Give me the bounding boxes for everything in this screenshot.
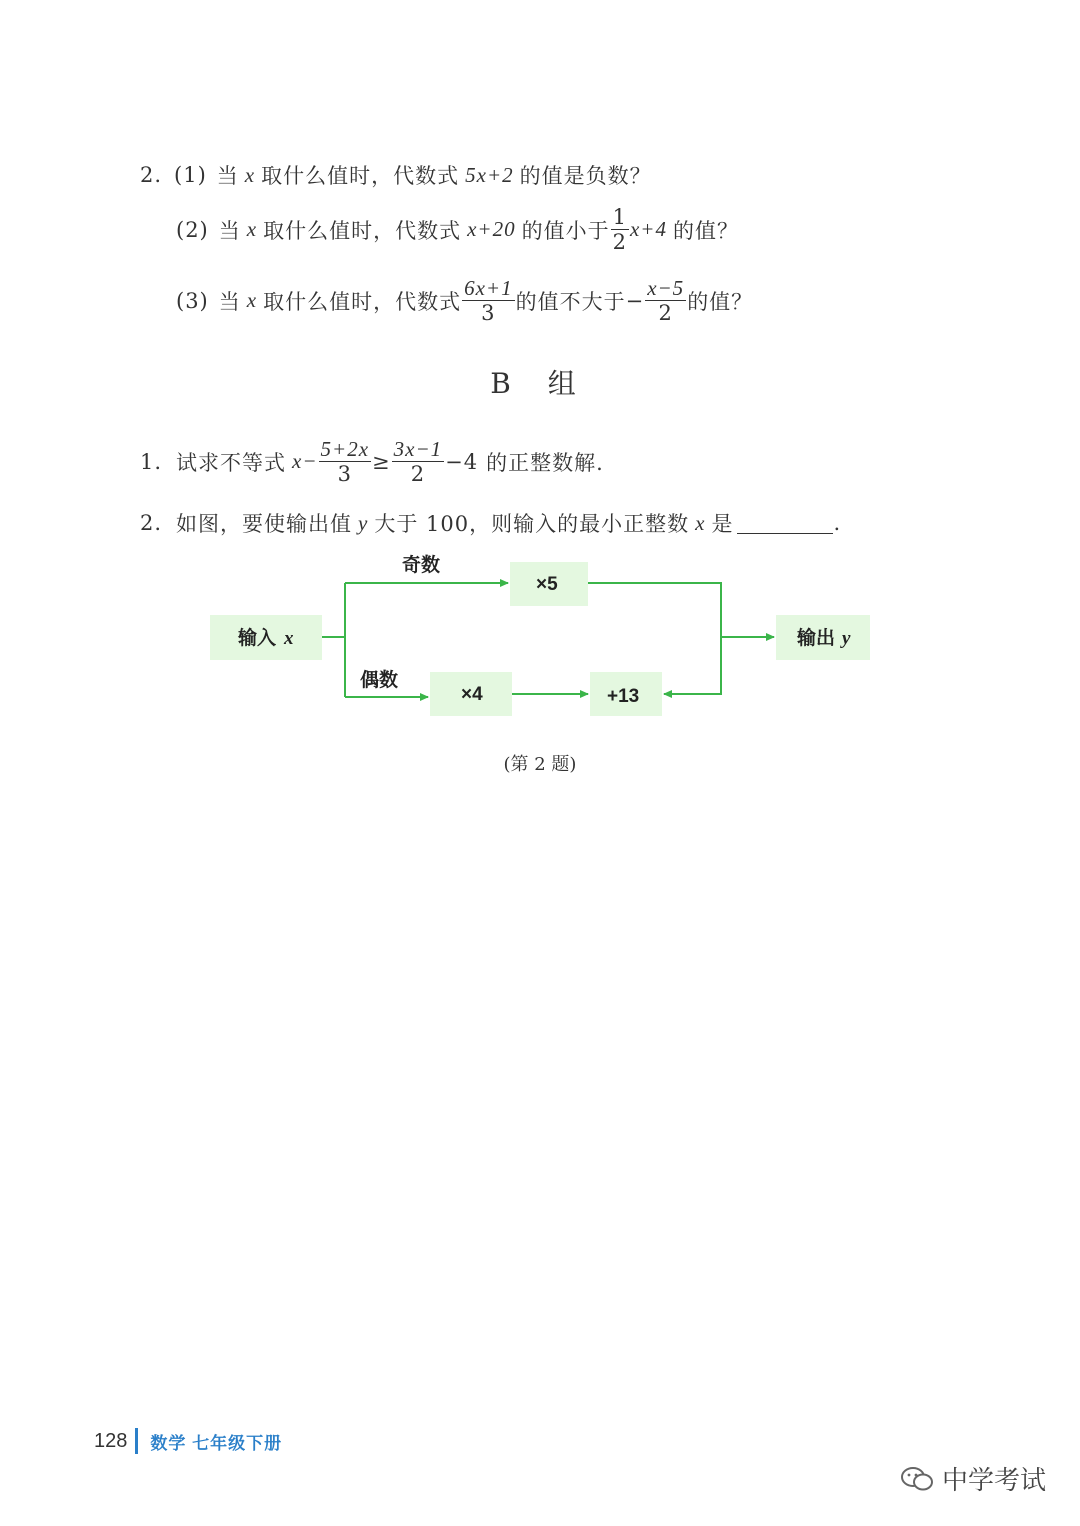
fraction (645, 276, 686, 325)
question-number: 2. (140, 163, 163, 187)
text: 的值？ (672, 218, 739, 243)
part-label: (2) (176, 217, 209, 242)
ge-sign: ≥ (372, 449, 391, 474)
book-title: 数学 七年级下册 (150, 1433, 283, 1453)
question-2-part-1 (140, 160, 652, 190)
part-label: (1) (174, 163, 207, 187)
figure-caption: (第 2 题) (503, 754, 577, 775)
question-number: 2. (140, 511, 163, 535)
multiply-5-label: ×5 (536, 574, 558, 595)
text: 取什么值时，代数式 (263, 218, 462, 243)
fraction (319, 437, 372, 486)
text: 取什么值时，代数式 (263, 289, 462, 314)
text: 取什么值时，代数式 (261, 164, 460, 188)
numerator: x−5 (647, 276, 685, 300)
b-question-2 (140, 508, 841, 538)
watermark-text: 中学考试 (942, 1466, 1047, 1496)
fraction (611, 205, 629, 254)
text: 的值？ (687, 289, 754, 314)
text: 大于 100，则输入的最小正整数 (374, 512, 690, 536)
page-footer (94, 1428, 282, 1454)
numerator: 6x+1 (464, 276, 513, 300)
fraction (462, 276, 515, 325)
text: 如图，要使输出值 (176, 512, 353, 536)
answer-blank[interactable] (737, 513, 833, 534)
var-x: x (244, 162, 256, 187)
wechat-icon (900, 1465, 934, 1493)
expression: x− (292, 449, 318, 473)
input-label: 输入 (238, 628, 277, 649)
text: 的值不大于 (515, 289, 626, 314)
odd-label: 奇数 (402, 555, 441, 576)
expression: x+20 (467, 217, 516, 241)
expression: 5x+2 (465, 162, 514, 187)
question-2-part-2 (176, 205, 739, 254)
expression: x+4 (629, 217, 667, 241)
divider (135, 1428, 138, 1454)
denominator: 2 (612, 230, 627, 254)
text: 是 (711, 512, 734, 536)
expression: −4 (445, 449, 479, 474)
denominator: 3 (481, 301, 496, 325)
text: 的值是负数？ (519, 164, 652, 188)
section-title: B 组 (490, 367, 590, 400)
flowchart (200, 545, 880, 725)
page-number: 128 (94, 1429, 128, 1452)
b-question-1 (140, 437, 604, 486)
var-x: x (246, 288, 258, 312)
numerator: 5+2x (320, 437, 370, 461)
var-x: x (246, 217, 258, 241)
denominator: 2 (658, 301, 673, 325)
even-label: 偶数 (360, 670, 399, 691)
add-13-label: +13 (607, 686, 640, 707)
question-2-part-3 (176, 276, 753, 325)
text: 当 (216, 164, 239, 188)
output-var: y (842, 628, 851, 649)
numerator: 3x−1 (393, 437, 443, 461)
text: 的正整数解. (486, 450, 604, 475)
minus-sign: − (625, 288, 645, 313)
text: 当 (218, 218, 241, 243)
text: 试求不等式 (176, 450, 287, 475)
text: 的值小于 (521, 218, 610, 243)
watermark (900, 1460, 1046, 1497)
part-label: (3) (176, 288, 209, 313)
denominator: 2 (410, 462, 426, 486)
var-x: x (695, 510, 706, 535)
var-y: y (358, 510, 369, 535)
denominator: 3 (337, 462, 352, 486)
input-var: x (284, 628, 294, 649)
fraction (392, 437, 445, 486)
text: 当 (218, 289, 241, 314)
question-number: 1. (140, 449, 163, 474)
numerator: 1 (612, 205, 627, 229)
output-label: 输出 (797, 628, 836, 649)
multiply-4-label: ×4 (461, 684, 483, 705)
period: . (833, 511, 842, 535)
